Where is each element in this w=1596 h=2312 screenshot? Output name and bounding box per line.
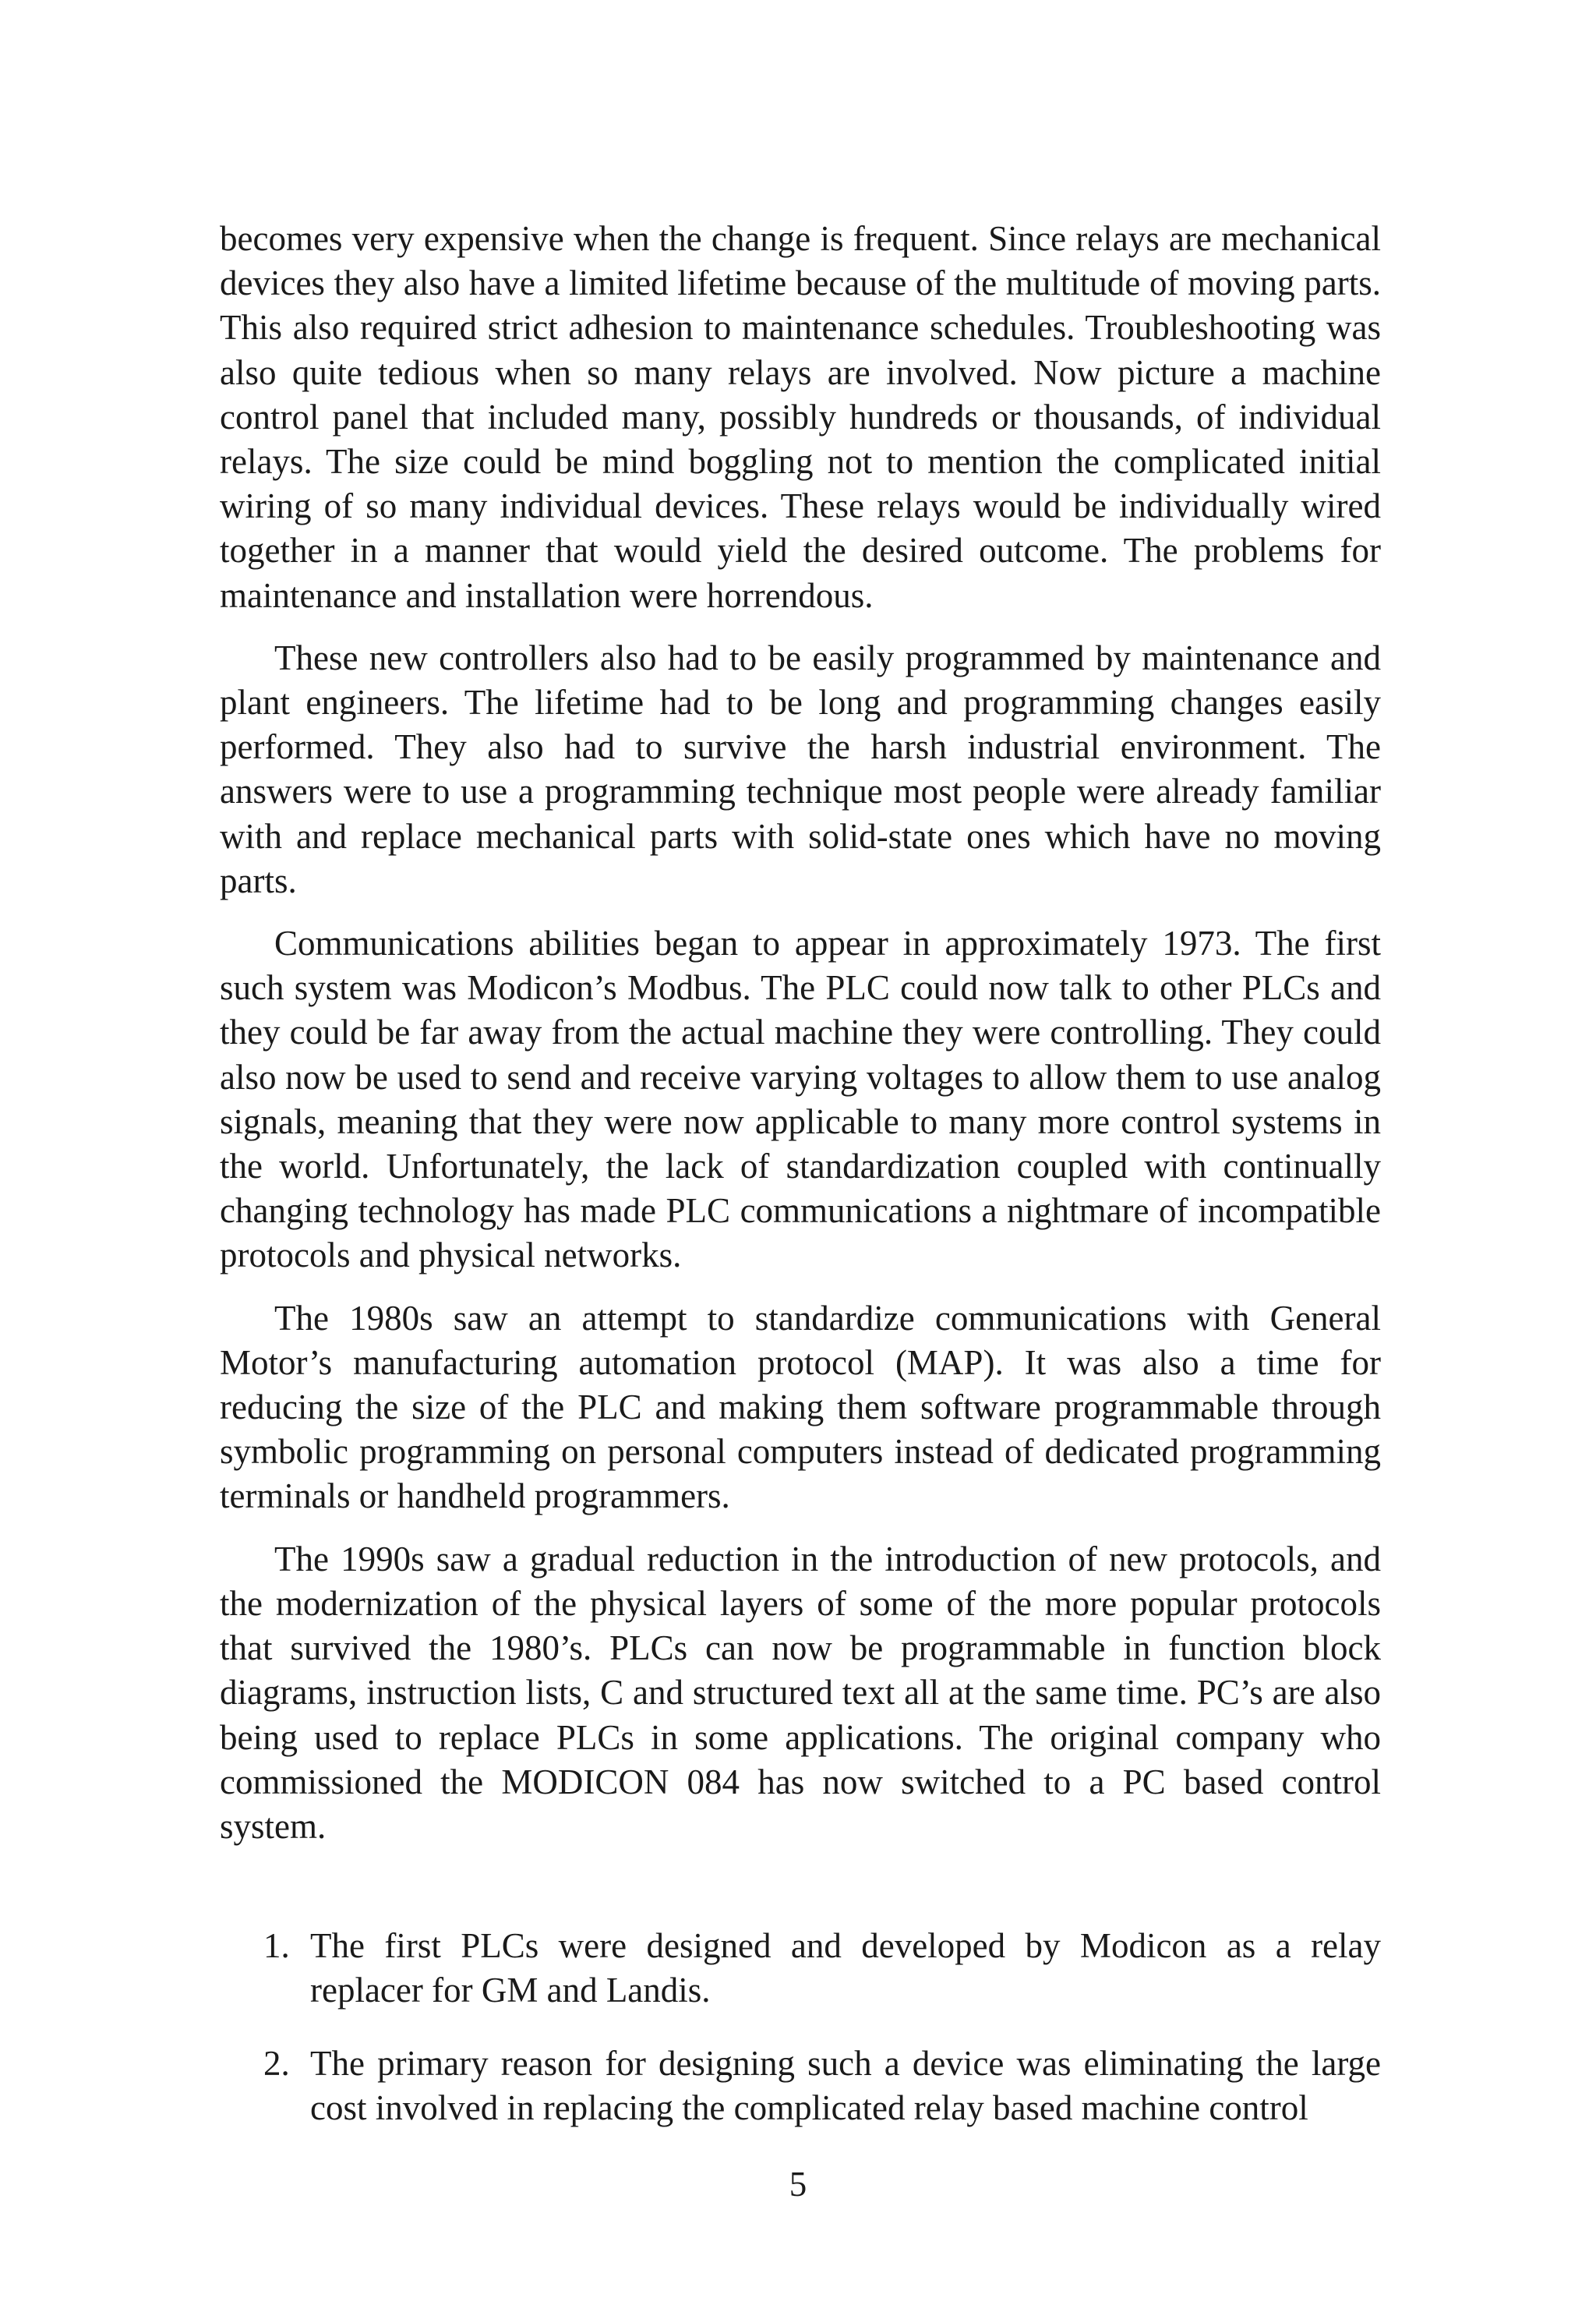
paragraph-1990s: The 1990s saw a gradual reduction in the introduction of new protocols, and the modernization of the physical layers of some of the more popular protocols that survived the 1980’s. PLCs can now be programmable in function block diagrams, instruction lists, C and structured text all at the same time. PC’s are also being used to replace PLCs in some applications. The original company who commissioned the MODICON 084 has now switched to a PC based control system. [220,1539,1381,1846]
list-item-number: 1. [263,1926,290,1966]
paragraph-1980s: The 1980s saw an attempt to standardize communications with General Motor’s manufacturing automation protocol (MAP). It was also a time for reducing the size of the PLC and making them software programmable through symbolic programming on personal computers instead of dedicated programming terminals or handheld programmers. [220,1298,1381,1516]
list-item-text: The primary reason for designing such a device was eliminating the large cost involved in replacing the complicated relay based machine control [310,2043,1381,2127]
paragraph-communications: Communications abilities began to appear in approximately 1973. The first such system was Modicon’s Modbus. The PLC could now talk to other PLCs and they could be far away from the actual machine they were controlling. They could also now be used to send and receive varying voltages to allow them to use analog signals, meaning that they were now applicable to many more control systems in the world. Unfortunately, the lack of standardization coupled with continually changing technology has made PLC communications a nightmare of incompatible protocols and physical networks. [220,924,1381,1275]
list-item [220,2042,1381,2130]
list-item-text: The first PLCs were designed and developed by Modicon as a relay replacer for GM and Landis. [310,1926,1381,2010]
page-body [220,217,1381,2158]
list-item [220,1924,1381,2013]
paragraph-new-controllers: These new controllers also had to be easily programmed by maintenance and plant engineers. The lifetime had to be long and programming changes easily performed. They also had to survive the harsh industrial environment. The answers were to use a programming technique most people were already familiar with and replace mechanical parts with solid-state ones which have no moving parts. [220,638,1381,900]
page-number: 5 [789,2165,807,2204]
list-item-number: 2. [263,2043,290,2083]
numbered-list [220,1924,1381,2130]
paragraph-relays-cost: becomes very expensive when the change is frequent. Since relays are mechanical devices they also have a limited lifetime because of the multitude of moving parts. This also required strict adhesion to maintenance schedules. Troubleshooting was also quite tedious when so many relays are involved. Now picture a machine control panel that included many, possibly hundreds or thousands, of individual relays. The size could be mind boggling not to mention the complicated initial wiring of so many individual devices. These relays would be individually wired together in a manner that would yield the desired outcome. The problems for maintenance and installation were horrendous. [220,219,1381,615]
